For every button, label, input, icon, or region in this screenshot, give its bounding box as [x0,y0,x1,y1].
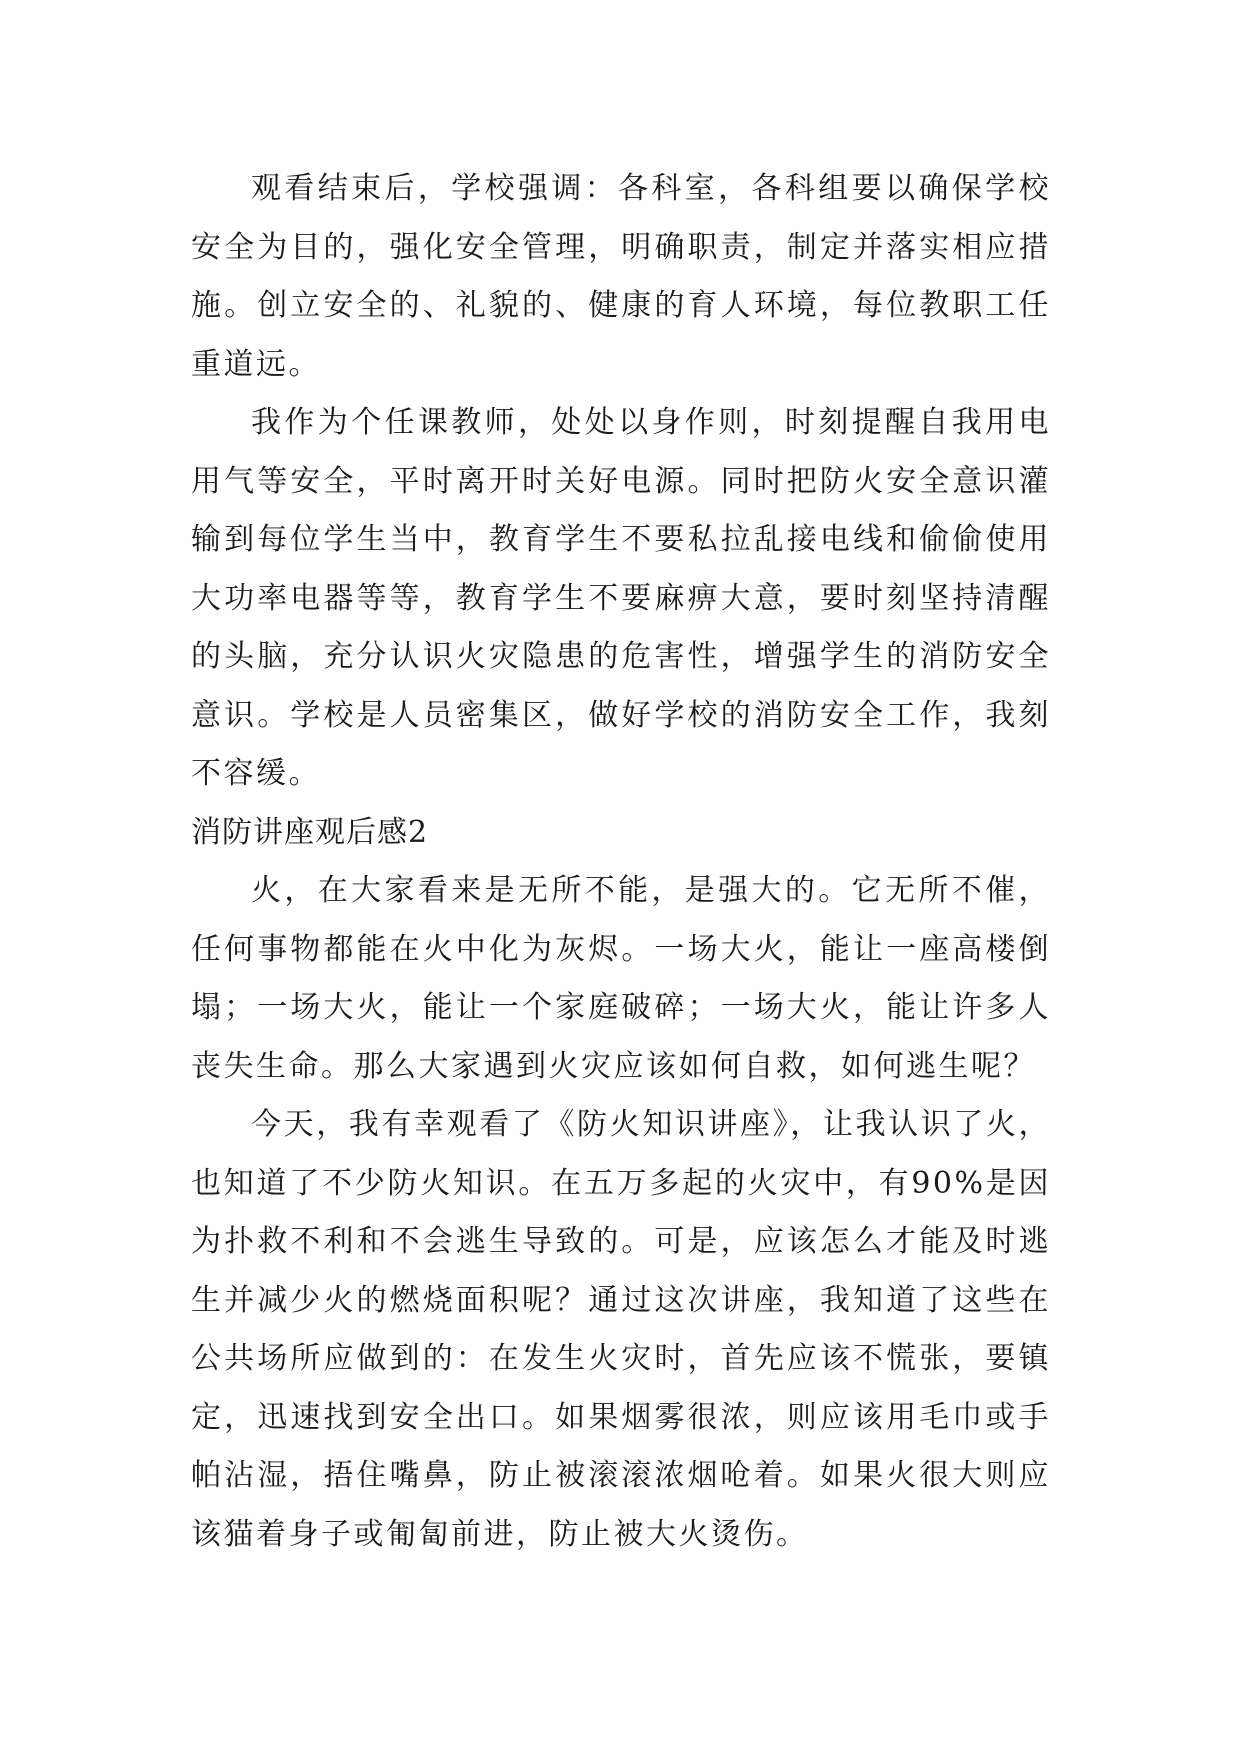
paragraph-fire-power: 火，在大家看来是无所不能，是强大的。它无所不催，任何事物都能在火中化为灰烬。一场大火，能让一座高楼倒塌；一场大火，能让一个家庭破碎；一场大火，能让许多人丧失生命。那么大家遇到火灾应该如何自救，如何逃生呢？ [191,873,1051,1084]
paragraph-lecture-knowledge: 今天，我有幸观看了《防火知识讲座》，让我认识了火，也知道了不少防火知识。在五万多起的火灾中，有90%是因为扑救不利和不会逃生导致的。可是，应该怎么才能及时逃生并减少火的燃烧面积呢？通过这次讲座，我知道了这些在公共场所应做到的：在发生火灾时，首先应该不慌张，要镇定，迅速找到安全出口。如果烟雾很浓，则应该用毛巾或手帕沾湿，捂住嘴鼻，防止被滚滚浓烟呛着。如果火很大则应该猫着身子或匍匐前进，防止被大火烫伤。 [191,1107,1051,1552]
paragraph-after-viewing: 观看结束后，学校强调：各科室，各科组要以确保学校安全为目的，强化安全管理，明确职责，制定并落实相应措施。创立安全的、礼貌的、健康的育人环境，每位教职工任重道远。 [191,171,1051,382]
paragraph-teacher-role: 我作为个任课教师，处处以身作则，时刻提醒自我用电用气等安全，平时离开时关好电源。同时把防火安全意识灌输到每位学生当中，教育学生不要私拉乱接电线和偷偷使用大功率电器等等，教育学生不要麻痹大意，要时刻坚持清醒的头脑，充分认识火灾隐患的危害性，增强学生的消防安全意识。学校是人员密集区，做好学校的消防安全工作，我刻不容缓。 [191,405,1051,791]
document-body [191,160,1051,1564]
section-title: 消防讲座观后感2 [191,814,429,850]
